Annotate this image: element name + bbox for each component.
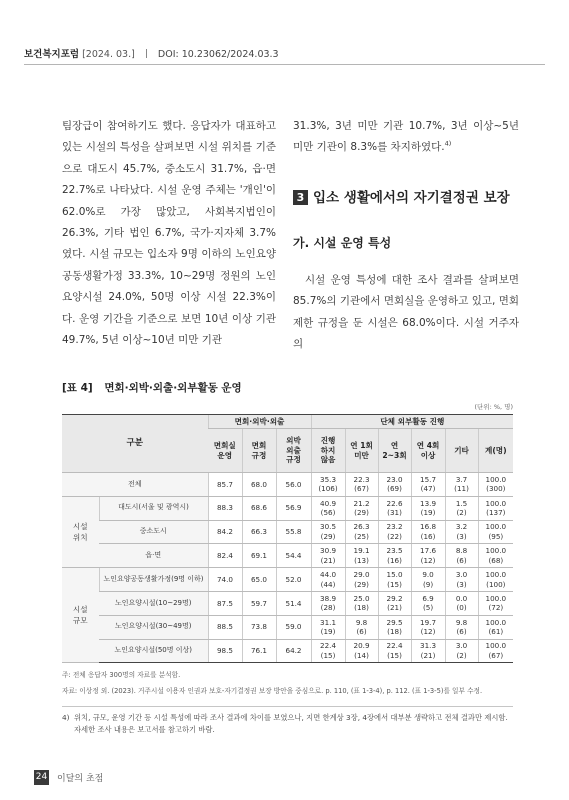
table-cell: 56.9 [276, 496, 311, 520]
table-caption [62, 380, 242, 395]
table-cell: 100.0 (300) [478, 473, 513, 497]
table-cell: 3.0 (3) [445, 568, 478, 592]
subsection-heading: 가. 시설 운영 특성 [293, 236, 392, 250]
table-cell: 76.1 [242, 639, 276, 663]
header-gubun: 구분 [62, 415, 208, 473]
table-cell: 98.5 [208, 639, 242, 663]
table-cell: 59.0 [276, 615, 311, 639]
row-label: 읍·면 [99, 544, 208, 568]
table-cell: 3.7 (11) [445, 473, 478, 497]
table-row [62, 520, 513, 544]
header-rule [24, 64, 545, 65]
table-cell: 100.0 (72) [478, 591, 513, 615]
table-title: 면회·외박·외출·외부활동 운영 [104, 382, 242, 394]
running-header [24, 46, 545, 64]
column-header: 외박 외출 규정 [276, 429, 311, 473]
table-cell: 54.4 [276, 544, 311, 568]
section-title: 입소 생활에서의 자기결정권 보장 [313, 190, 510, 206]
table-row [62, 473, 513, 497]
table-cell: 9.8 (6) [445, 615, 478, 639]
footnote-number: 4) [62, 713, 70, 722]
column-header: 면회실 운영 [208, 429, 242, 473]
column-header: 진행 하지 않음 [311, 429, 345, 473]
column-header: 연 4회 이상 [411, 429, 445, 473]
column-header: 계(명) [478, 429, 513, 473]
paragraph-right-bottom: 시설 운영 특성에 대한 조사 결과를 살펴보면 85.7%의 기관에서 면회실을 운영하고 있고, 면회 제한 규정을 둔 시설은 68.0%이다. 시설 거주자의 [293, 274, 519, 351]
table-cell: 30.5 (29) [311, 520, 345, 544]
table-cell: 22.4 (15) [378, 639, 411, 663]
table-cell: 82.4 [208, 544, 242, 568]
table-cell: 100.0 (68) [478, 544, 513, 568]
row-label: 노인요양시설(10~29명) [99, 591, 208, 615]
table-cell: 74.0 [208, 568, 242, 592]
table-cell: 31.1 (19) [311, 615, 345, 639]
table-source: 자료: 이상정 외. (2023). 거주시설 이용자 인권과 보호-자기결정권 보장 방안을 중심으로. p. 110, (표 1-3-4), p. 112. (표 1-3-5)를 일부 수정. [62, 687, 483, 695]
journal-name: 보건복지포럼 [24, 49, 80, 60]
table-cell: 30.9 (21) [311, 544, 345, 568]
row-group-label: 시설 위치 [62, 496, 99, 567]
table-label: [표 4] [62, 382, 93, 394]
table-cell: 35.3 (106) [311, 473, 345, 497]
footnote [62, 712, 513, 736]
column-header: 연 2~3회 [378, 429, 411, 473]
section-heading [293, 186, 510, 206]
table-cell: 52.0 [276, 568, 311, 592]
table-note: 주: 전체 응답자 300명의 자료를 분석함. [62, 671, 181, 679]
table-cell: 25.0 (18) [345, 591, 378, 615]
table-row [62, 544, 513, 568]
table-cell: 88.5 [208, 615, 242, 639]
column-header: 기타 [445, 429, 478, 473]
table-cell: 23.2 (22) [378, 520, 411, 544]
table-cell: 73.8 [242, 615, 276, 639]
table-cell: 15.0 (15) [378, 568, 411, 592]
table-cell: 64.2 [276, 639, 311, 663]
table-cell: 20.9 (14) [345, 639, 378, 663]
table-cell: 19.1 (13) [345, 544, 378, 568]
table-cell: 26.3 (25) [345, 520, 378, 544]
table-cell: 68.6 [242, 496, 276, 520]
table-cell: 6.9 (5) [411, 591, 445, 615]
column-header: 면회 규정 [242, 429, 276, 473]
column-header: 연 1회 미만 [345, 429, 378, 473]
row-label: 전체 [62, 473, 208, 497]
table-cell: 29.0 (29) [345, 568, 378, 592]
row-label: 노인요양공동생활가정(9명 이하) [99, 568, 208, 592]
header-group-visit: 면회·외박·외출 [208, 415, 311, 429]
row-label: 중소도시 [99, 520, 208, 544]
row-label: 노인요양시설(30~49명) [99, 615, 208, 639]
table-unit: (단위: %, 명) [474, 403, 513, 411]
paragraph-right-top-text: 31.3%, 3년 미만 기관 10.7%, 3년 이상~5년 미만 기관이 8.3%를 차지하였다. [293, 120, 519, 154]
table-row [62, 568, 513, 592]
header-group-outing: 단체 외부활동 진행 [311, 415, 513, 429]
table-cell: 9.8 (6) [345, 615, 378, 639]
table-row [62, 496, 513, 520]
paragraph-right-top [293, 116, 519, 159]
table-cell: 21.2 (29) [345, 496, 378, 520]
footer-section-name: 이달의 초점 [57, 774, 104, 784]
row-group-label: 시설 규모 [62, 568, 99, 663]
table-row [62, 615, 513, 639]
table-cell: 56.0 [276, 473, 311, 497]
paragraph-left: 팀장급이 참여하기도 했다. 응답자가 대표하고 있는 시설의 특성을 살펴보면 시설 위치를 기준으로 대도시 45.7%, 중소도시 31.7%, 읍·면 22.7%로 나타났다. 시설 운영 주체는 '개인'이 62.0%로 가장 많았고, 사회복지법인이 26.3%, 기타 법인 6.7%, 국가·지자체 3.7%였다. 시설 규모는 입소자 9명 이하의 노인요양공동생활가정 33.3%, 10~29명 정원의 노인요양시설 24.0%, 50명 이상 시설 22.3%이다. 운영 기간을 기준으로 보면 10년 이상 기관 49.7%, 5년 이상~10년 미만 기관 [62, 120, 276, 347]
table-cell: 9.0 (9) [411, 568, 445, 592]
table-cell: 100.0 (61) [478, 615, 513, 639]
table-cell: 23.5 (16) [378, 544, 411, 568]
table-cell: 100.0 (137) [478, 496, 513, 520]
footnote-item [62, 712, 513, 736]
header-divider [146, 49, 147, 58]
table-cell: 29.5 (18) [378, 615, 411, 639]
body-column-left [62, 116, 276, 351]
table-cell: 23.0 (69) [378, 473, 411, 497]
table-cell: 38.9 (28) [311, 591, 345, 615]
table-cell: 29.2 (21) [378, 591, 411, 615]
table-cell: 100.0 (67) [478, 639, 513, 663]
table-cell: 13.9 (19) [411, 496, 445, 520]
footnote-text: 위치, 규모, 운영 기간 등 시설 특성에 따라 조사 결과에 차이를 보였으나, 지면 한계상 3장, 4장에서 대부분 생략하고 전체 결과만 제시함. 자세한 조사 내용은 보고서를 참고하기 바람. [74, 713, 508, 734]
table-cell: 22.4 (15) [311, 639, 345, 663]
table-cell: 59.7 [242, 591, 276, 615]
table-cell: 84.2 [208, 520, 242, 544]
journal-issue: [2024. 03.] [82, 49, 135, 60]
table-cell: 88.3 [208, 496, 242, 520]
section-number-badge: 3 [293, 190, 308, 205]
table-cell: 44.0 (44) [311, 568, 345, 592]
visit-activity-table [62, 414, 513, 663]
doi-text: DOI: 10.23062/2024.03.3 [157, 49, 279, 60]
row-label: 노인요양시설(50명 이상) [99, 639, 208, 663]
table-cell: 40.9 (56) [311, 496, 345, 520]
table-cell: 87.5 [208, 591, 242, 615]
table-cell: 100.0 (100) [478, 568, 513, 592]
table-cell: 19.7 (12) [411, 615, 445, 639]
body-column-right-top [293, 116, 519, 159]
table-cell: 85.7 [208, 473, 242, 497]
table-cell: 3.2 (3) [445, 520, 478, 544]
table-cell: 0.0 (0) [445, 591, 478, 615]
table-row [62, 591, 513, 615]
table-cell: 17.6 (12) [411, 544, 445, 568]
table-cell: 68.0 [242, 473, 276, 497]
row-label: 대도시(서울 및 광역시) [99, 496, 208, 520]
table-cell: 22.6 (31) [378, 496, 411, 520]
page-number: 24 [34, 770, 49, 785]
footnote-ref: 4) [444, 139, 452, 148]
table-cell: 55.8 [276, 520, 311, 544]
footnote-rule [62, 706, 513, 707]
table-cell: 100.0 (95) [478, 520, 513, 544]
table-cell: 69.1 [242, 544, 276, 568]
table-cell: 1.5 (2) [445, 496, 478, 520]
table-cell: 16.8 (16) [411, 520, 445, 544]
table-cell: 15.7 (47) [411, 473, 445, 497]
table-cell: 31.3 (21) [411, 639, 445, 663]
table-row [62, 639, 513, 663]
table-cell: 66.3 [242, 520, 276, 544]
table-cell: 3.0 (2) [445, 639, 478, 663]
table-cell: 8.8 (6) [445, 544, 478, 568]
table-cell: 22.3 (67) [345, 473, 378, 497]
table-cell: 65.0 [242, 568, 276, 592]
body-column-right-bottom [293, 270, 519, 356]
table-cell: 51.4 [276, 591, 311, 615]
